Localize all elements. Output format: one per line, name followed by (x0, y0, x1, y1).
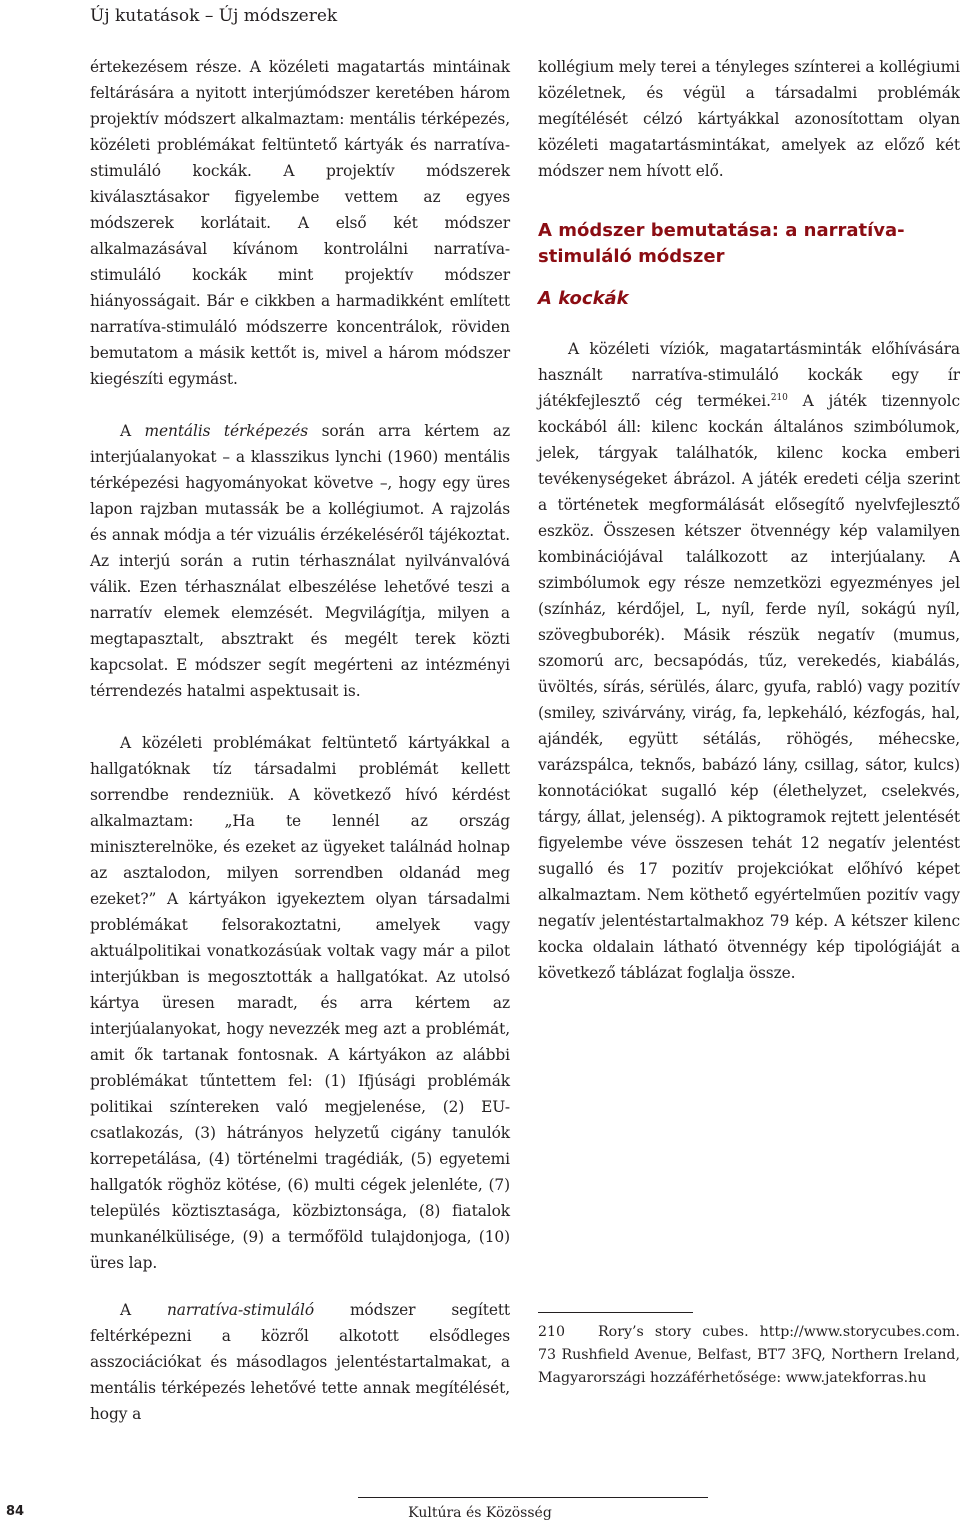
text-run: módszer segített feltérképezni a közről alkotott elsődleges asszociációkat és másodlagos jelentéstartalmakat, a mentális térképezés lehetővé tette annak megítélését, hogy a (90, 1301, 510, 1423)
footnote-number: 210 (538, 1324, 566, 1340)
paragraph-narrative (90, 1297, 510, 1427)
page-number: 84 (5, 1504, 25, 1519)
footnote (538, 1321, 960, 1390)
text-run: A (120, 1301, 167, 1319)
text-run: A (120, 422, 145, 440)
paragraph-mental-mapping (90, 418, 510, 704)
running-header: Új kutatások – Új módszerek (90, 6, 338, 26)
left-column-bottom (90, 1297, 510, 1427)
emphasis: mentális térképezés (144, 422, 309, 440)
subsection-heading: A kockák (538, 288, 629, 309)
paragraph-cubes (538, 336, 960, 986)
text-run: A játék tizennyolc kockából áll: kilenc kockán általános szimbólumok, jelek, tárgyak találhatók, kilenc kocka emberi tevékenységeket ábrázol. A játék eredeti célja szerint a történetek megformálását elősegítő nyelvfejlesztő eszköz. Összesen kétszer ötvennégy kép valamilyen kombinációjával találkozott az interjúalany. A szimbólumok egy része nemzetközi egyezményes jel (színház, kérdőjel, L, nyíl, ferde nyíl, sokágú nyíl, szövegbuborék). Másik részük negatív (mumus, szomorú arc, becsapódás, tűz, verekedés, kiabálás, üvöltés, sírás, sérülés, álarc, gyufa, rabló) vagy pozitív (smiley, szivárvány, virág, fa, lepkeháló, kézfogás, hal, ajándék, együtt sétálás, röhögés, méhecske, varázspálca, teknős, babázó lány, csillag, sátor, kulcs) konnotációkat sugalló kép (élethelyzet, cselekvés, tárgy, állat, jelenség). A piktogramok rejtett jelentését figyelembe véve összesen tehát 12 negatív jelentést sugalló és 17 pozitív projekciókat előhívó képet alkalmaztam. Nem köthető egyértelműen pozitív vagy negatív jelentéstartalmakhoz 79 kép. A kétszer kilenc kocka oldalain látható ötvennégy kép tipológiáját a következő táblázat foglalja össze. (538, 392, 960, 982)
footnote-divider (538, 1312, 693, 1313)
footer-divider (358, 1497, 708, 1498)
footnote-text: Rory’s story cubes. http://www.storycubes.com. 73 Rushfield Avenue, Belfast, BT7 3FQ, Northern Ireland, Magyarországi hozzáférhetősége: www.jatekforras.hu (538, 1324, 960, 1386)
text-run: során arra kértem az interjúalanyokat – a klasszikus lynchi (1960) mentális térképezési hagyományokat követve –, hogy egy üres lapon rajzban mutassák be a kollégiumot. A rajzolás és annak módja a tér vizuális érzékeléséről tájékoztat. Az interjú során a rutin térhasználat nyilvánvalóvá válik. Ezen térhasználat elbeszélése lehetővé teszi a narratív elemek elemzését. Megvilágítja, milyen a megtapasztalt, absztrakt és megélt terek közti kapcsolat. E módszer segít megérteni az intézményi térrendezés hatalmi aspektusait is. (90, 422, 511, 700)
emphasis: narratíva-stimuláló (166, 1301, 315, 1319)
right-column (538, 54, 960, 986)
journal-name: Kultúra és Közösség (408, 1505, 552, 1521)
section-heading: A módszer bemutatása: a narratíva-stimuláló módszer (538, 220, 905, 267)
paragraph: értekezésem része. A közéleti magatartás mintáinak feltárására a nyitott interjúmódszer keretében három projektív módszert alkalmaztam: mentális térképezés, közéleti problémákat feltüntető kártyák és narratíva-stimuláló kockák. A projektív módszerek kiválasztásakor figyelembe vettem az egyes módszerek korlátait. A első két módszer alkalmazásával kívánom kontrolálni narratíva-stimuláló kockák mint projektív módszer hiányosságait. Bár e cikkben a harmadikként említett narratíva-stimuláló módszerre koncentrálok, röviden bemutatom a másik kettőt is, mivel a három módszer kiegészíti egymást. (90, 58, 510, 388)
left-column (90, 54, 510, 1276)
text-run: A közéleti víziók, magatartásminták előhívására használt narratíva-stimuláló kockák egy ír játékfejlesztő cég termékei. (538, 340, 960, 410)
paragraph: kollégium mely terei a tényleges színterei a kollégiumi közéletnek, és végül a társadalmi problémák megítélését célzó kártyákkal azonosítottam olyan közéleti magatartásmintákat, amelyek az előző két módszer nem hívott elő. (538, 58, 960, 180)
paragraph-problem-cards: A közéleti problémákat feltüntető kártyákkal a hallgatóknak tíz társadalmi problémát kellett sorrendbe rendezniük. A következő hívó kérdést alkalmaztam: „Ha te lennél az ország miniszterelnöke, és ezeket az ügyeket találnád holnap az asztalodon, milyen sorrendben oldanád meg ezeket?” A kártyákon igyekeztem olyan társadalmi problémákat felsorakoztatni, amelyek vagy aktuálpolitikai vonatkozásúak voltak vagy már a pilot interjúkban is megosztották a hallgatókat. Az utolsó kártya üresen maradt, és arra kértem az interjúalanyokat, hogy nevezzék meg azt a problémát, amit ők tartanak fontosnak. A kártyákon az alábbi problémákat tűntettem fel: (1) Ifjúsági problémák politikai színtereken való megjelenése, (2) EU-csatlakozás, (3) hátrányos helyzetű cigány tanulók korrepetálása, (4) történelmi tragédiák, (5) egyetemi hallgatók röghöz kötése, (6) multi cégek jelenléte, (7) település köztisztasága, közbiztonsága, (8) fiatalok munkanélkülisége, (9) a termőföld tulajdonjoga, (10) üres lap. (90, 734, 510, 1272)
footnote-ref[interactable]: 210 (770, 392, 788, 403)
